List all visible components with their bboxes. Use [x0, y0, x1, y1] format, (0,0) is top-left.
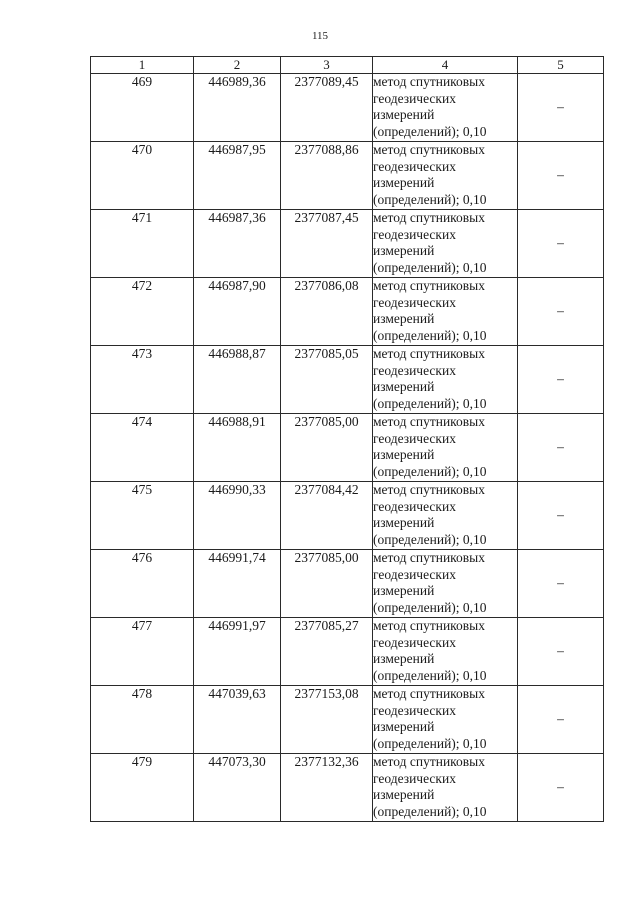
table-row [91, 618, 604, 686]
y-coordinate-cell: 2377084,42 [281, 482, 373, 550]
method-cell [373, 210, 518, 278]
method-line: измерений [373, 447, 435, 462]
table-row [91, 74, 604, 142]
column-header-1: 1 [91, 57, 194, 74]
point-number-cell: 469 [91, 74, 194, 142]
x-coordinate-cell: 447039,63 [194, 686, 281, 754]
method-line: измерений [373, 311, 435, 326]
method-line: геодезических [373, 362, 456, 378]
method-line: измерений [373, 175, 435, 190]
method-cell [373, 550, 518, 618]
x-coordinate-cell: 446990,33 [194, 482, 281, 550]
column-header-2: 2 [194, 57, 281, 74]
column-5-cell: – [518, 74, 604, 142]
method-cell [373, 754, 518, 822]
method-line: (определений); 0,10 [373, 463, 487, 479]
page-number: 115 [311, 30, 329, 42]
method-line: геодезических [373, 90, 456, 106]
point-number-cell: 471 [91, 210, 194, 278]
y-coordinate-cell: 2377086,08 [281, 278, 373, 346]
method-line: измерений [373, 651, 435, 666]
x-coordinate-cell: 446988,87 [194, 346, 281, 414]
method-cell [373, 414, 518, 482]
point-number-cell: 474 [91, 414, 194, 482]
method-line: метод спутниковых [373, 482, 485, 497]
table-row [91, 482, 604, 550]
y-coordinate-cell: 2377132,36 [281, 754, 373, 822]
x-coordinate-cell: 446988,91 [194, 414, 281, 482]
method-line: (определений); 0,10 [373, 259, 487, 275]
method-line: метод спутниковых [373, 142, 485, 157]
table-row [91, 210, 604, 278]
table-row [91, 346, 604, 414]
point-number-cell: 477 [91, 618, 194, 686]
method-line: (определений); 0,10 [373, 599, 487, 615]
x-coordinate-cell: 447073,30 [194, 754, 281, 822]
method-line: геодезических [373, 634, 456, 650]
table-row [91, 686, 604, 754]
method-line: измерений [373, 243, 435, 258]
method-line: метод спутниковых [373, 210, 485, 225]
column-5-cell: – [518, 210, 604, 278]
point-number-cell: 479 [91, 754, 194, 822]
table-row [91, 278, 604, 346]
method-cell [373, 278, 518, 346]
point-number-cell: 472 [91, 278, 194, 346]
method-line: (определений); 0,10 [373, 735, 487, 751]
method-line: геодезических [373, 226, 456, 242]
method-line: (определений); 0,10 [373, 327, 487, 343]
method-line: измерений [373, 719, 435, 734]
method-cell [373, 346, 518, 414]
point-number-cell: 473 [91, 346, 194, 414]
method-line: измерений [373, 515, 435, 530]
x-coordinate-cell: 446987,95 [194, 142, 281, 210]
column-header-3: 3 [281, 57, 373, 74]
y-coordinate-cell: 2377153,08 [281, 686, 373, 754]
table-row [91, 142, 604, 210]
method-line: (определений); 0,10 [373, 395, 487, 411]
y-coordinate-cell: 2377085,27 [281, 618, 373, 686]
x-coordinate-cell: 446987,90 [194, 278, 281, 346]
method-line: (определений); 0,10 [373, 123, 487, 139]
table-header-row [91, 57, 604, 74]
x-coordinate-cell: 446991,97 [194, 618, 281, 686]
method-line: измерений [373, 787, 435, 802]
method-line: геодезических [373, 498, 456, 514]
column-5-cell: – [518, 142, 604, 210]
method-line: геодезических [373, 566, 456, 582]
x-coordinate-cell: 446991,74 [194, 550, 281, 618]
method-line: метод спутниковых [373, 754, 485, 769]
method-line: геодезических [373, 158, 456, 174]
y-coordinate-cell: 2377089,45 [281, 74, 373, 142]
point-number-cell: 470 [91, 142, 194, 210]
coordinates-table [90, 56, 604, 822]
column-header-4: 4 [373, 57, 518, 74]
method-line: метод спутниковых [373, 278, 485, 293]
method-line: метод спутниковых [373, 618, 485, 633]
column-5-cell: – [518, 346, 604, 414]
method-line: (определений); 0,10 [373, 531, 487, 547]
method-line: (определений); 0,10 [373, 803, 487, 819]
method-line: метод спутниковых [373, 414, 485, 429]
method-line: геодезических [373, 770, 456, 786]
table-body [91, 74, 604, 822]
method-line: метод спутниковых [373, 550, 485, 565]
column-5-cell: – [518, 278, 604, 346]
method-cell [373, 686, 518, 754]
table-row [91, 754, 604, 822]
column-5-cell: – [518, 414, 604, 482]
y-coordinate-cell: 2377088,86 [281, 142, 373, 210]
point-number-cell: 475 [91, 482, 194, 550]
method-line: измерений [373, 107, 435, 122]
point-number-cell: 478 [91, 686, 194, 754]
method-cell [373, 482, 518, 550]
method-line: метод спутниковых [373, 74, 485, 89]
method-cell [373, 142, 518, 210]
y-coordinate-cell: 2377085,00 [281, 414, 373, 482]
column-5-cell: – [518, 686, 604, 754]
column-5-cell: – [518, 754, 604, 822]
method-line: измерений [373, 583, 435, 598]
method-line: (определений); 0,10 [373, 191, 487, 207]
table-row [91, 550, 604, 618]
point-number-cell: 476 [91, 550, 194, 618]
column-header-5: 5 [518, 57, 604, 74]
method-line: геодезических [373, 702, 456, 718]
method-cell [373, 74, 518, 142]
table-row [91, 414, 604, 482]
y-coordinate-cell: 2377085,05 [281, 346, 373, 414]
column-5-cell: – [518, 482, 604, 550]
x-coordinate-cell: 446987,36 [194, 210, 281, 278]
method-cell [373, 618, 518, 686]
y-coordinate-cell: 2377085,00 [281, 550, 373, 618]
method-line: измерений [373, 379, 435, 394]
column-5-cell: – [518, 618, 604, 686]
method-line: геодезических [373, 294, 456, 310]
y-coordinate-cell: 2377087,45 [281, 210, 373, 278]
method-line: (определений); 0,10 [373, 667, 487, 683]
method-line: геодезических [373, 430, 456, 446]
method-line: метод спутниковых [373, 346, 485, 361]
method-line: метод спутниковых [373, 686, 485, 701]
x-coordinate-cell: 446989,36 [194, 74, 281, 142]
column-5-cell: – [518, 550, 604, 618]
